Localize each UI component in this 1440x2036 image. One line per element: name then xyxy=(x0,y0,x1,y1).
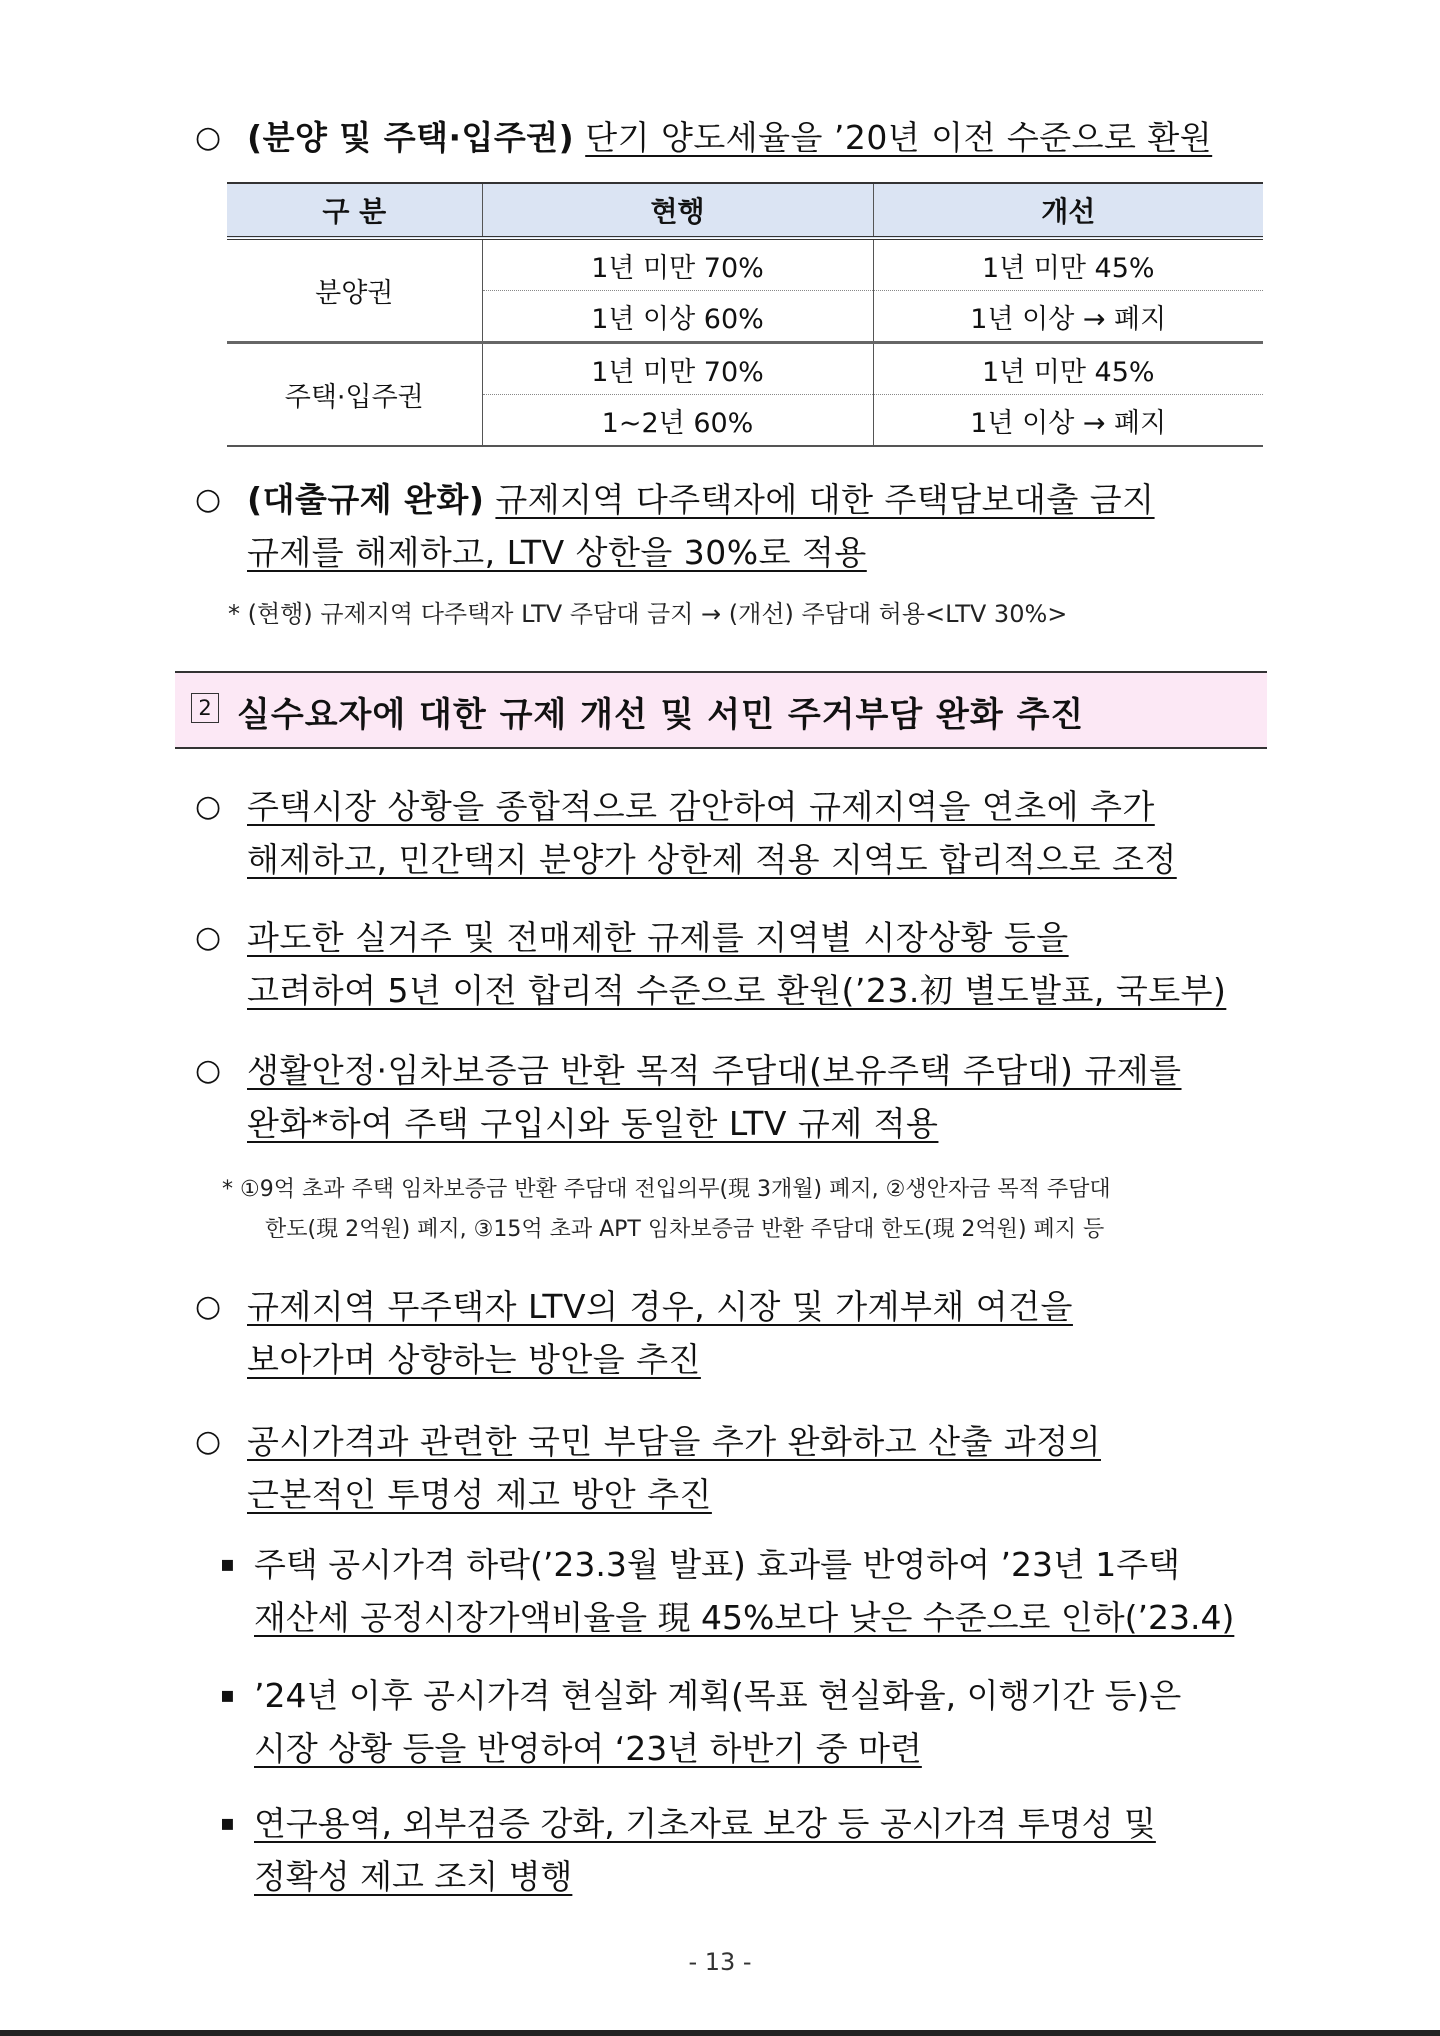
bottom-divider xyxy=(0,2030,1440,2036)
table-row xyxy=(227,343,1263,395)
header-category: 구 분 xyxy=(227,183,482,238)
bullet-official-price xyxy=(195,1415,1270,1521)
bullet-line: 생활안정·임차보증금 반환 목적 주담대(보유주택 주담대) 규제를 xyxy=(247,1051,1182,1090)
bullet-line: 과도한 실거주 및 전매제한 규제를 지역별 시장상황 등을 xyxy=(247,918,1069,957)
footnote: * (현행) 규제지역 다주택자 LTV 주담대 금지 → (개선) 주담대 허용<LTV 30%> xyxy=(228,600,1068,628)
table-cell: 1~2년 60% xyxy=(482,395,873,447)
bullet-loan-regulation xyxy=(195,473,1270,579)
bullet-deposit-loan xyxy=(195,1044,1270,1150)
table-cell: 1년 이상 → 폐지 xyxy=(873,291,1263,343)
bullet-homeless-ltv xyxy=(195,1280,1270,1386)
table-cell: 1년 미만 70% xyxy=(482,238,873,291)
footnote: 한도(現 2억원) 폐지, ③15억 초과 APT 임차보증금 반환 주담대 한도(現 2억원) 폐지 등 xyxy=(265,1217,1105,1242)
sub-bullet-transparency xyxy=(220,1797,1270,1903)
section-header xyxy=(175,671,1267,749)
bullet-line: 시장 상황 등을 반영하여 ‘23년 하반기 중 마련 xyxy=(254,1729,922,1768)
square-bullet-icon: ▪ xyxy=(220,1552,235,1577)
bullet-residence-restriction xyxy=(195,911,1270,1017)
bullet-text: 단기 양도세율을 ’20년 이전 수준으로 환원 xyxy=(585,118,1213,157)
bullet-line: 주택 공시가격 하락(’23.3월 발표) 효과를 반영하여 ’23년 1주택 xyxy=(254,1545,1181,1584)
bullet-sale-rights xyxy=(195,111,1270,164)
header-improved: 개선 xyxy=(873,183,1263,238)
bullet-line: 규제지역 다주택자에 대한 주택담보대출 금지 xyxy=(495,480,1155,519)
bullet-heading: (대출규제 완화) xyxy=(247,480,485,519)
row-label-housing: 주택·입주권 xyxy=(227,343,482,447)
circle-bullet-icon: ○ xyxy=(195,1289,222,1324)
bullet-line: 보아가며 상향하는 방안을 추진 xyxy=(247,1340,701,1379)
bullet-line: 공시가격과 관련한 국민 부담을 추가 완화하고 산출 과정의 xyxy=(247,1422,1101,1461)
bullet-line: 근본적인 투명성 제고 방안 추진 xyxy=(247,1475,712,1514)
bullet-line: 규제를 해제하고, LTV 상한을 30%로 적용 xyxy=(247,533,867,572)
circle-bullet-icon: ○ xyxy=(195,120,222,155)
bullet-line: 해제하고, 민간택지 분양가 상한제 적용 지역도 합리적으로 조정 xyxy=(247,840,1177,879)
table-cell: 1년 미만 70% xyxy=(482,343,873,395)
bullet-line: 재산세 공정시장가액비율을 現 45%보다 낮은 수준으로 인하(’23.4) xyxy=(254,1598,1235,1637)
table-cell: 1년 이상 60% xyxy=(482,291,873,343)
square-bullet-icon: ▪ xyxy=(220,1683,235,1708)
circle-bullet-icon: ○ xyxy=(195,1424,222,1459)
sub-bullet-realization-plan xyxy=(220,1669,1270,1775)
bullet-line: 고려하여 5년 이전 합리적 수준으로 환원(’23.初 별도발표, 국토부) xyxy=(247,971,1227,1010)
header-current: 현행 xyxy=(482,183,873,238)
bullet-line: 주택시장 상황을 종합적으로 감안하여 규제지역을 연초에 추가 xyxy=(247,787,1155,826)
bullet-line: 완화*하여 주택 구입시와 동일한 LTV 규제 적용 xyxy=(247,1104,939,1143)
circle-bullet-icon: ○ xyxy=(195,920,222,955)
circle-bullet-icon: ○ xyxy=(195,789,222,824)
table-cell: 1년 미만 45% xyxy=(873,238,1263,291)
page-number: - 13 - xyxy=(688,1948,752,1976)
table-cell: 1년 미만 45% xyxy=(873,343,1263,395)
bullet-line: 연구용역, 외부검증 강화, 기초자료 보강 등 공시가격 투명성 및 xyxy=(254,1804,1156,1843)
circle-bullet-icon: ○ xyxy=(195,1053,222,1088)
footnote: * ①9억 초과 주택 임차보증금 반환 주담대 전입의무(現 3개월) 폐지, ②생안자금 목적 주담대 xyxy=(222,1177,1111,1202)
bullet-line: 규제지역 무주택자 LTV의 경우, 시장 및 가계부채 여건을 xyxy=(247,1287,1073,1326)
section-number: 2 xyxy=(191,693,219,723)
row-label-presale: 분양권 xyxy=(227,238,482,343)
bullet-line: 정확성 제고 조치 병행 xyxy=(254,1857,573,1896)
table-cell: 1년 이상 → 폐지 xyxy=(873,395,1263,447)
table-header-row xyxy=(227,183,1263,238)
bullet-line: ’24년 이후 공시가격 현실화 계획(목표 현실화율, 이행기간 등)은 xyxy=(254,1676,1182,1715)
square-bullet-icon: ▪ xyxy=(220,1811,235,1836)
bullet-regulated-areas xyxy=(195,780,1270,886)
circle-bullet-icon: ○ xyxy=(195,482,222,517)
section-title: 실수요자에 대한 규제 개선 및 서민 주거부담 완화 추진 xyxy=(237,695,1085,735)
table-row xyxy=(227,238,1263,291)
bullet-heading: (분양 및 주택·입주권) xyxy=(247,118,575,157)
sub-bullet-price-drop xyxy=(220,1538,1270,1644)
tax-rate-table xyxy=(227,182,1263,447)
